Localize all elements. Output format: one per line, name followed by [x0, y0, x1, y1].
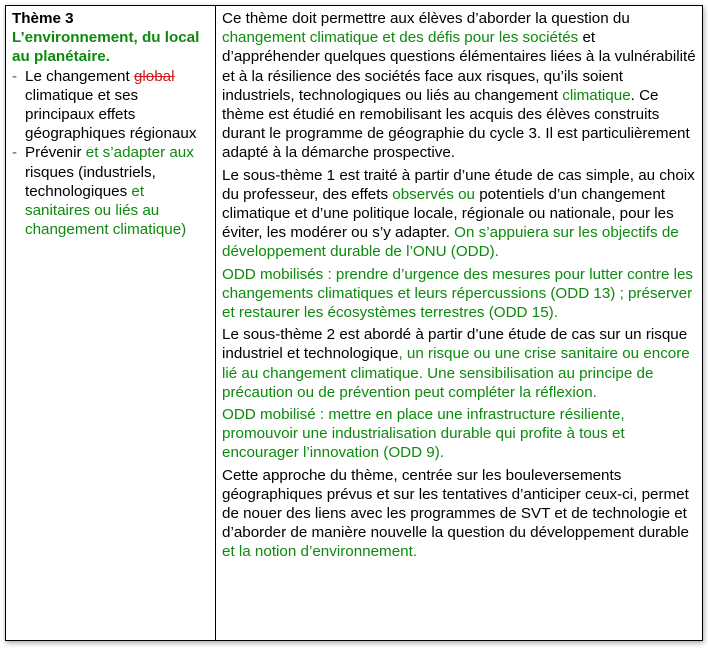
paragraph-odd-13-15: ODD mobilisés : prendre d’urgence des mesures pour lutter contre les changements climatiques et leurs répercussions (ODD 13) ; préserver et restaurer les écosystèmes terrestres (ODD 15).: [222, 265, 694, 322]
dash-bullet: -: [12, 144, 18, 162]
theme-table: [5, 5, 703, 641]
paragraph-intro: Ce thème doit permettre aux élèves d’aborder la question du changement climatique et des défis pour les sociétés et d’appréhender quelques questions élémentaires liées à la vulnérabilité et à la résilience des sociétés face aux risques, qu’ils soient industriels, technologiques ou liés au changement climatique. Ce thème est étudié en remobilisant les acquis des élèves construits durant le programme de géographie du cycle 3. Il est particulièrement adapté à la démarche prospective.: [222, 10, 696, 162]
paragraph-subtheme-2: Le sous-thème 2 est abordé à partir d’une étude de cas sur un risque industriel et technologique, un risque ou une crise sanitaire ou encore lié au changement climatique. Une sensibilisation au principe de précaution ou de prévention peut compléter la réflexion.: [222, 326, 690, 401]
description-column: [216, 6, 703, 641]
paragraph-odd-9: ODD mobilisé : mettre en place une infrastructure résiliente, promouvoir une industrialisation durable qui profite à tous et encourager l’innovation (ODD 9).: [222, 406, 625, 462]
subtheme-list: [12, 67, 209, 240]
theme-column: [6, 6, 216, 641]
struck-word: global: [133, 67, 175, 85]
dash-bullet: -: [12, 67, 18, 85]
list-item: - Prévenir et s’adapter aux risques (industriels, technologiques et sanitaires ou liés au changement climatique): [12, 144, 194, 239]
table-row: [6, 6, 703, 641]
document-frame: [5, 5, 703, 641]
list-item: - Le changement global climatique et ses principaux effets géographiques régionaux: [12, 67, 197, 143]
theme-subtitle: L’environnement, du local au planétaire.: [12, 29, 200, 66]
paragraph-subtheme-1: Le sous-thème 1 est traité à partir d’une étude de cas simple, au choix du professeur, des effets observés ou potentiels d’un changement climatique et d’une politique locale, régionale ou nationale, pour les éviter, les modérer ou s’y adapter. On s’appuiera sur les objectifs de développement durable de l’ONU (ODD).: [222, 166, 695, 261]
theme-title: Thème 3: [12, 10, 74, 27]
paragraph-conclusion: Cette approche du thème, centrée sur les bouleversements géographiques prévus et sur les tentatives d’anticiper ceux-ci, permet de nouer des liens avec les programmes de SVT et de technologie et d’aborder de manière nouvelle la question du développement durable et la notion d’environnement.: [222, 466, 689, 561]
